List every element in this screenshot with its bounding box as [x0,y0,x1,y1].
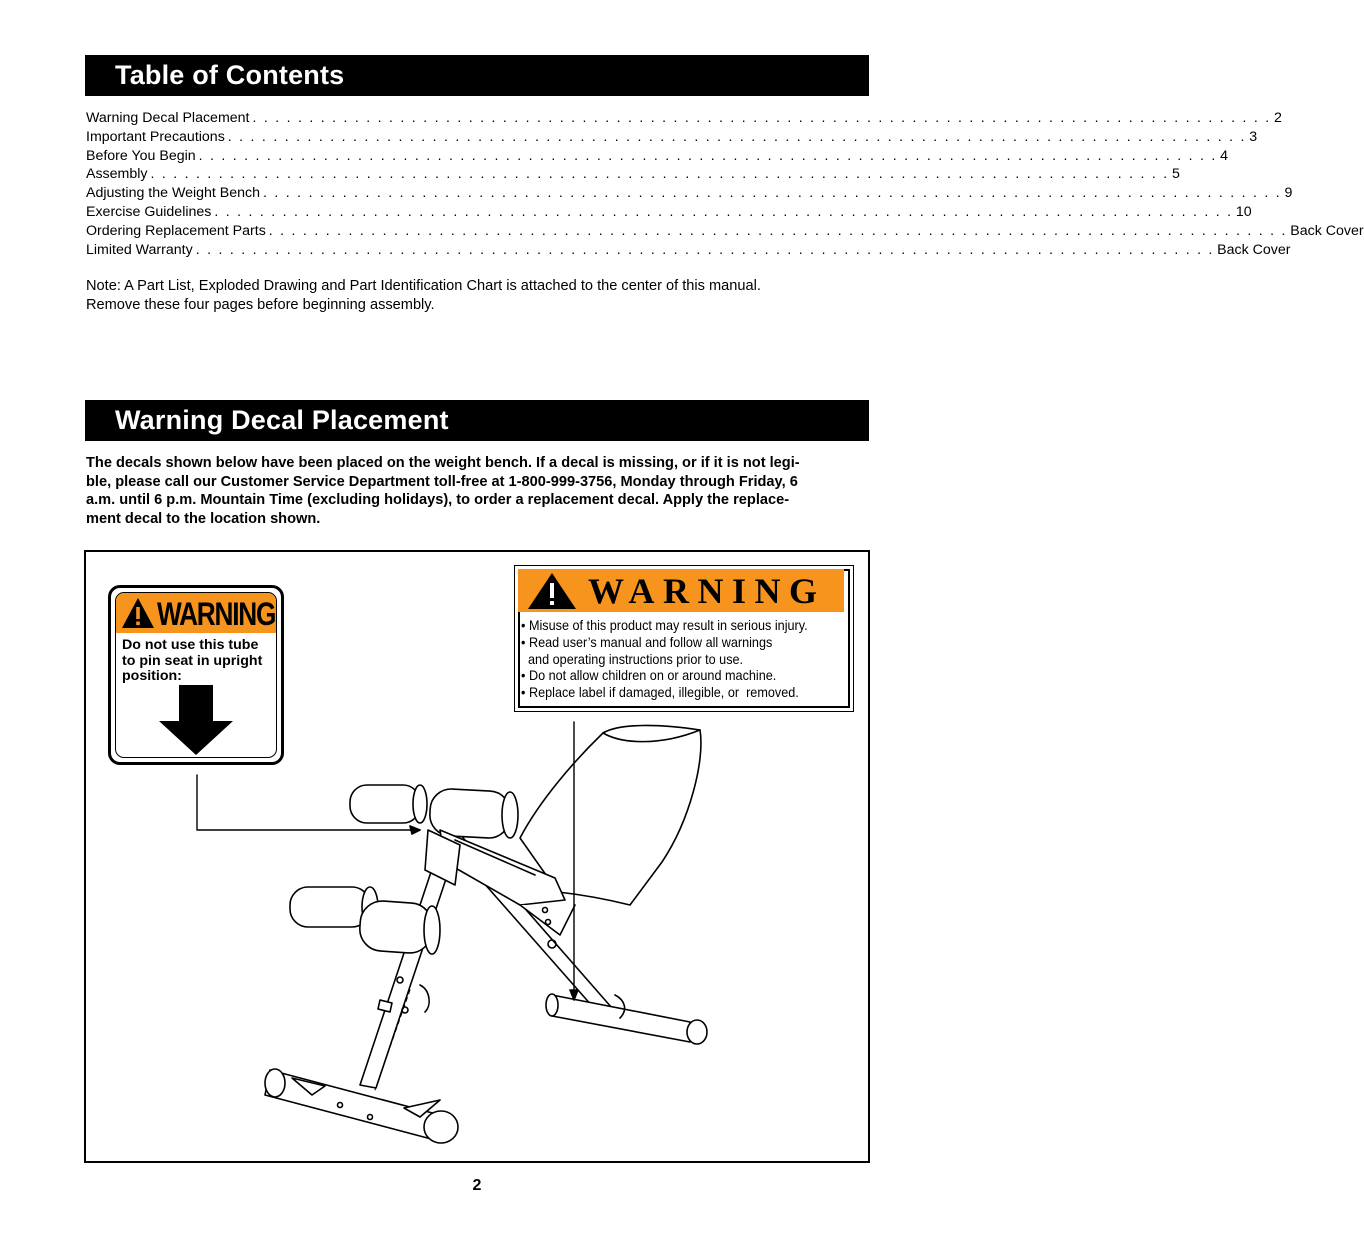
leader-dots: . . . . . . . . . . . . . . . . . . . . . . . . . . . . . . . . . . . . . . . . . . . . . . . . . . . . . . . . . . . . . . . . . . . . . . . . . . . . . . . . . . . . . . . . . . [268,221,1288,238]
decal-left-title: WARNING [157,596,276,632]
toc-entry[interactable]: Limited Warranty . . . . . . . . . . . . . . . . . . . . . . . . . . . . . . . . . . . . . . . . . . . . . . . . . . . . . . . . . . . . . . . . . . . . . . . . . . . . . . . . . . . . . . . . . . Back Cover [86,240,1291,258]
toc-entry[interactable]: Exercise Guidelines . . . . . . . . . . . . . . . . . . . . . . . . . . . . . . . . . . . . . . . . . . . . . . . . . . . . . . . . . . . . . . . . . . . . . . . . . . . . . . . . . . . . . . . . . . 10 [86,202,1252,220]
leader-dots: . . . . . . . . . . . . . . . . . . . . . . . . . . . . . . . . . . . . . . . . . . . . . . . . . . . . . . . . . . . . . . . . . . . . . . . . . . . . . . . . . . . . . . . . . . [198,146,1218,163]
decal-right-header [518,569,844,612]
leader-dots: . . . . . . . . . . . . . . . . . . . . . . . . . . . . . . . . . . . . . . . . . . . . . . . . . . . . . . . . . . . . . . . . . . . . . . . . . . . . . . . . . . . . . . . . . . [227,127,1247,144]
decal-tube-warning [108,585,284,765]
down-arrow-icon [159,685,239,757]
page-number: 2 [472,1177,482,1194]
decal-left-header [116,593,276,633]
leader-dots: . . . . . . . . . . . . . . . . . . . . . . . . . . . . . . . . . . . . . . . . . . . . . . . . . . . . . . . . . . . . . . . . . . . . . . . . . . . . . . . . . . . . . . . . . . [214,202,1233,219]
list-item: • Replace label if damaged, illegible, or removed. [521,685,799,701]
exclamation-triangle-icon [120,595,156,631]
decal-general-warning [514,565,854,712]
leader-dots: . . . . . . . . . . . . . . . . . . . . . . . . . . . . . . . . . . . . . . . . . . . . . . . . . . . . . . . . . . . . . . . . . . . . . . . . . . . . . . . . . . . . . . . . . . [263,184,1282,201]
warning-section-heading: Warning Decal Placement [115,405,449,435]
decal-right-title: WARNING [588,571,826,611]
list-item: and operating instructions prior to use. [521,651,744,667]
leader-dots: . . . . . . . . . . . . . . . . . . . . . . . . . . . . . . . . . . . . . . . . . . . . . . . . . . . . . . . . . . . . . . . . . . . . . . . . . . . . . . . . . . . . . . . . . . [252,109,1271,125]
list-item: • Misuse of this product may result in serious injury. [521,618,808,633]
toc-entry[interactable]: Adjusting the Weight Bench . . . . . . . . . . . . . . . . . . . . . . . . . . . . . . . . . . . . . . . . . . . . . . . . . . . . . . . . . . . . . . . . . . . . . . . . . . . . . . . . . . . . . . . . . . 9 [86,184,1293,202]
toc-heading: Table of Contents [115,60,345,90]
leader-dots: . . . . . . . . . . . . . . . . . . . . . . . . . . . . . . . . . . . . . . . . . . . . . . . . . . . . . . . . . . . . . . . . . . . . . . . . . . . . . . . . . . . . . . . . . . [195,240,1215,257]
list-item: • Do not allow children on or around machine. [521,668,777,684]
toc-entry[interactable]: Assembly . . . . . . . . . . . . . . . . . . . . . . . . . . . . . . . . . . . . . . . . . . . . . . . . . . . . . . . . . . . . . . . . . . . . . . . . . . . . . . . . . . . . . . . . . . 5 [86,165,1180,183]
exclamation-triangle-icon [526,571,578,611]
list-item: • Read user’s manual and follow all warnings [521,634,773,650]
decal-left-text: Do not use this tube to pin seat in upright position: [122,637,263,685]
decal-right-list [521,618,847,702]
toc-entry[interactable]: Warning Decal Placement . . . . . . . . . . . . . . . . . . . . . . . . . . . . . . . . . . . . . . . . . . . . . . . . . . . . . . . . . . . . . . . . . . . . . . . . . . . . . . . . . . . . . . . . . . 2 [86,109,1282,126]
toc-note: Note: A Part List, Exploded Drawing and Part Identification Chart is attached to the center of this manual. Remove these four pages before beginning assembly. [86,278,761,313]
toc-entry[interactable]: Important Precautions . . . . . . . . . . . . . . . . . . . . . . . . . . . . . . . . . . . . . . . . . . . . . . . . . . . . . . . . . . . . . . . . . . . . . . . . . . . . . . . . . . . . . . . . . . 3 [86,127,1258,145]
toc-entry[interactable]: Before You Begin . . . . . . . . . . . . . . . . . . . . . . . . . . . . . . . . . . . . . . . . . . . . . . . . . . . . . . . . . . . . . . . . . . . . . . . . . . . . . . . . . . . . . . . . . . 4 [86,146,1228,164]
warning-intro-text: The decals shown below have been placed on the weight bench. If a decal is missing, or if it is not legi- ble, please call our Customer Service Department toll-free at 1-800-999-3756, Monday through Friday, 6 a.m. until 6 p.m. Mountain Time (excluding holidays), to order a replacement decal. Apply the replace- ment decal to the location shown. [86,455,800,527]
leader-dots: . . . . . . . . . . . . . . . . . . . . . . . . . . . . . . . . . . . . . . . . . . . . . . . . . . . . . . . . . . . . . . . . . . . . . . . . . . . . . . . . . . . . . . . . . . [150,165,1169,182]
toc-entry[interactable]: Ordering Replacement Parts . . . . . . . . . . . . . . . . . . . . . . . . . . . . . . . . . . . . . . . . . . . . . . . . . . . . . . . . . . . . . . . . . . . . . . . . . . . . . . . . . . . . . . . . . . Back Cover [86,221,1364,239]
